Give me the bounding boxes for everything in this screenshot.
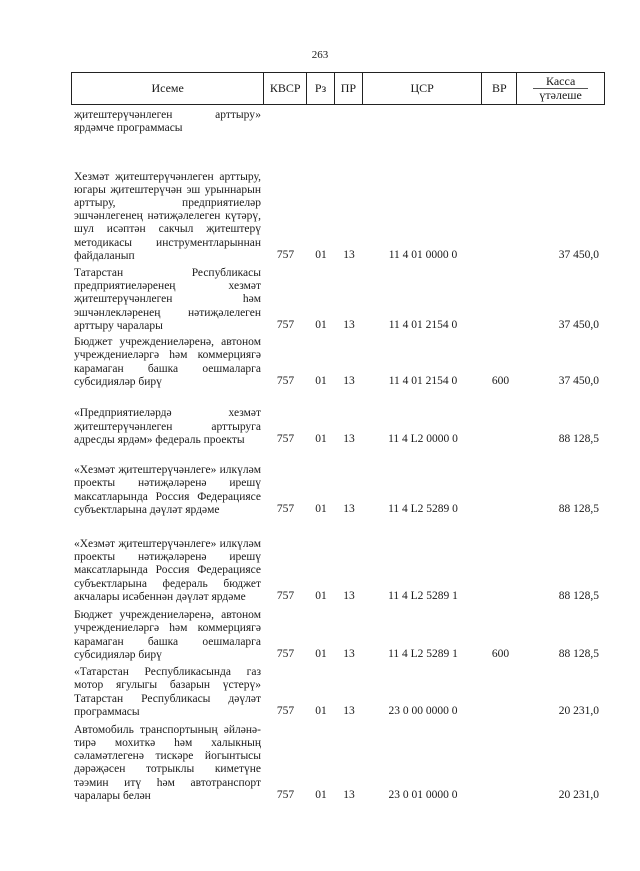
row-kassa: 37 450,0 <box>558 248 599 261</box>
row-pr: 13 <box>343 432 355 445</box>
row-csr: 23 0 00 0000 0 <box>388 704 458 717</box>
row-kvsr: 757 <box>276 248 295 261</box>
table-row <box>71 604 605 662</box>
row-rz: 01 <box>315 502 327 515</box>
row-pr: 13 <box>343 788 355 801</box>
row-rz: 01 <box>315 432 327 445</box>
row-name: Автомобиль транспортының әйләнә-тирә мохиткә һәм халыкның сәламәтлегенә тискәре йогынтысы дәрәҗәсен тотрыклы киметүне тәэмин итү һәм автотранспорт чаралары белән <box>74 723 261 802</box>
row-kassa: 37 450,0 <box>558 374 599 387</box>
row-pr: 13 <box>343 248 355 261</box>
row-rz: 01 <box>315 374 327 387</box>
row-pr: 13 <box>343 704 355 717</box>
row-name: Бюджет учреждениеләренә, автоном учреждениеләргә һәм коммерциягә карамаган башка оешмаларга субсидияләр бирү <box>74 609 261 661</box>
row-csr: 23 0 01 0000 0 <box>388 788 458 801</box>
row-kassa: 37 450,0 <box>558 318 599 331</box>
row-csr: 11 4 01 2154 0 <box>388 374 458 387</box>
row-pr: 13 <box>343 318 355 331</box>
row-kassa: 88 128,5 <box>558 432 599 445</box>
row-kassa: 88 128,5 <box>558 502 599 515</box>
table-header <box>71 72 605 105</box>
row-kvsr: 757 <box>276 432 295 445</box>
row-kvsr: 757 <box>276 374 295 387</box>
row-rz: 01 <box>315 589 327 602</box>
row-csr: 11 4 L2 5289 1 <box>388 589 458 602</box>
row-name: Бюджет учреждениеләренә, автоном учреждениеләргә һәм коммерциягә карамаган башка оешмаларга субсидияләр бирү <box>74 336 261 388</box>
row-csr: 11 4 L2 5289 0 <box>388 502 458 515</box>
row-vr: 600 <box>491 647 510 660</box>
table-row <box>71 105 605 135</box>
row-name: «Предприятиеләрдә хезмәт җитештерүчәнлеген арттыруга адресды ярдәм» федераль проекты <box>74 407 261 446</box>
table-row <box>71 333 605 389</box>
row-csr: 11 4 01 2154 0 <box>388 318 458 331</box>
row-rz: 01 <box>315 248 327 261</box>
row-kvsr: 757 <box>276 589 295 602</box>
row-kvsr: 757 <box>276 318 295 331</box>
table-row <box>71 263 605 333</box>
row-kvsr: 757 <box>276 788 295 801</box>
table-row <box>71 135 605 263</box>
row-csr: 11 4 L2 5289 1 <box>388 647 458 660</box>
header-csr: ЦСР <box>363 73 483 104</box>
table-row <box>71 517 605 604</box>
row-rz: 01 <box>315 704 327 717</box>
row-csr: 11 4 L2 0000 0 <box>388 432 458 445</box>
row-pr: 13 <box>343 374 355 387</box>
table-row <box>71 447 605 517</box>
row-kassa: 88 128,5 <box>558 589 599 602</box>
row-name: Хезмәт җитештерүчәнлеген арттыру, югары җитештерүчән эш урыннарын арттыру, предприятиеләр эшчәнлегенең нәтиҗәлелеген күтәрү, шул исәптән сакчыл җитештерү методикасы инструментларыннан файдаланып <box>74 170 261 262</box>
header-vr: ВР <box>482 73 517 104</box>
row-rz: 01 <box>315 788 327 801</box>
row-name: җитештерүчәнлеген арттыру» ярдәмче программасы <box>74 108 261 134</box>
row-kassa: 20 231,0 <box>558 788 599 801</box>
row-kvsr: 757 <box>276 704 295 717</box>
header-kassa-line2: үтәлеше <box>533 88 587 102</box>
row-kvsr: 757 <box>276 647 295 660</box>
header-kassa <box>517 73 604 104</box>
header-name: Исеме <box>72 73 264 104</box>
row-csr: 11 4 01 0000 0 <box>388 248 458 261</box>
header-pr: ПР <box>335 73 363 104</box>
table-row <box>71 662 605 719</box>
row-vr: 600 <box>491 374 510 387</box>
row-pr: 13 <box>343 647 355 660</box>
table-row <box>71 719 605 803</box>
row-kassa: 88 128,5 <box>558 647 599 660</box>
header-kassa-line1: Касса <box>546 74 576 88</box>
row-kvsr: 757 <box>276 502 295 515</box>
row-vr <box>483 802 518 803</box>
table-body <box>71 105 605 803</box>
row-name: «Хезмәт җитештерүчәнлеге» илкүләм проекты нәтиҗәләренә ирешү максатларында Россия Федерациясе субъектларына федераль бюджет акчалары исәбеннән дәүләт ярдәме <box>74 537 261 603</box>
row-rz: 01 <box>315 318 327 331</box>
table-row <box>71 389 605 447</box>
row-kassa: 20 231,0 <box>558 704 599 717</box>
header-kvsr: КВСР <box>264 73 307 104</box>
row-name: «Татарстан Республикасында газ мотор ягулыгы базарын үстерү» Татарстан Республикасы дәүләт программасы <box>74 666 261 718</box>
row-name: Татарстан Республикасы предприятиеләренең хезмәт җитештерүчәнлеген һәм эшчәнлекләренең нәтиҗәлелеген арттыру чаралары <box>74 266 261 332</box>
page-number: 263 <box>311 49 329 61</box>
header-rz: Рз <box>307 73 335 104</box>
row-pr: 13 <box>343 589 355 602</box>
row-pr: 13 <box>343 502 355 515</box>
row-name: «Хезмәт җитештерүчәнлеге» илкүләм проекты нәтиҗәләренә ирешү максатларында Россия Федерациясе субъектларына дәүләт ярдәме <box>74 464 261 516</box>
row-rz: 01 <box>315 647 327 660</box>
